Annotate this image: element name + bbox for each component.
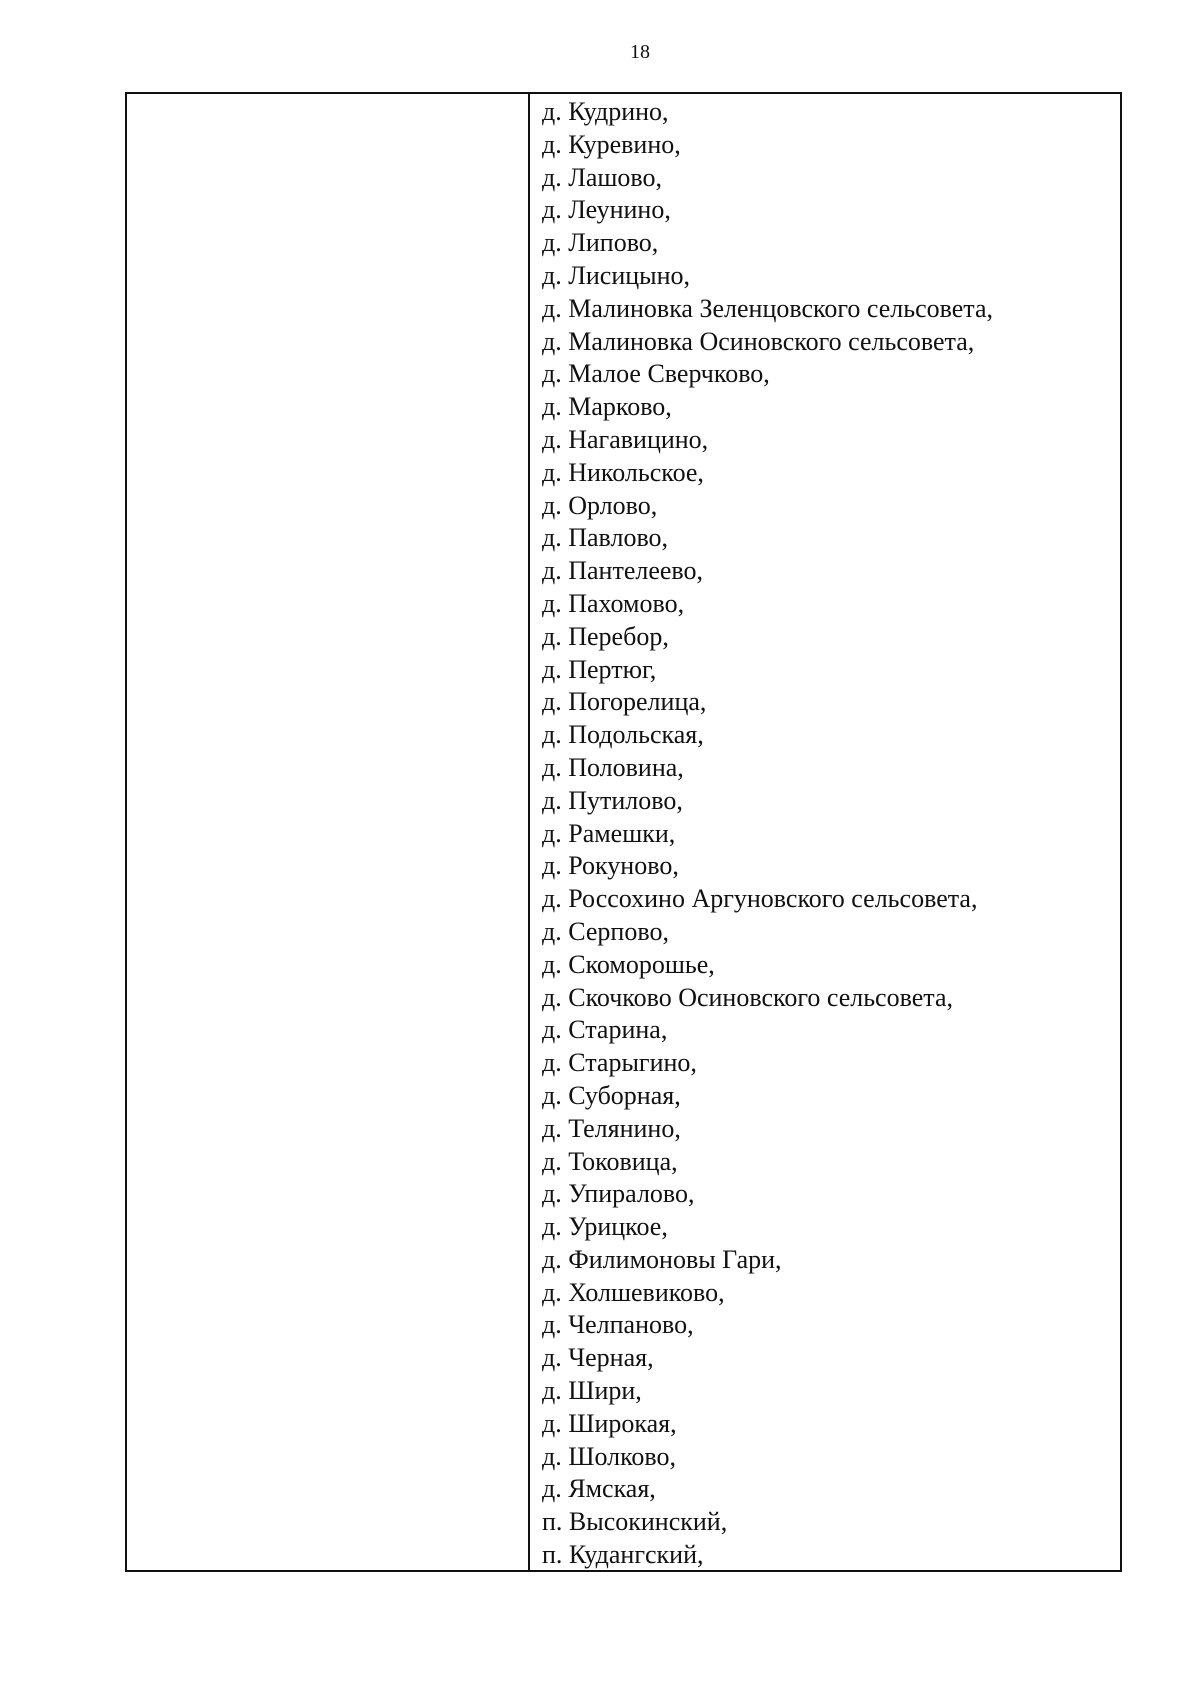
list-item: д. Малое Сверчково, [542, 359, 770, 389]
list-item: д. Погорелица, [542, 687, 707, 717]
list-item: д. Скоморошье, [542, 949, 715, 979]
list-item: д. Суборная, [542, 1080, 681, 1110]
list-item: д. Рамешки, [542, 818, 676, 848]
list-item: д. Холшевиково, [542, 1277, 725, 1307]
list-item: д. Куревино, [542, 129, 681, 159]
list-item: д. Липово, [542, 228, 659, 258]
list-item: д. Малиновка Зеленцовского сельсовета, [542, 293, 994, 323]
list-item: д. Ямская, [542, 1474, 656, 1504]
list-item: д. Россохино Аргуновского сельсовета, [542, 884, 978, 914]
list-item: д. Рокуново, [542, 851, 679, 881]
list-item: д. Леунино, [542, 195, 671, 225]
list-item: д. Пахомово, [542, 588, 685, 618]
list-item: д. Путилово, [542, 785, 683, 815]
list-item: д. Черная, [542, 1343, 654, 1373]
list-item: д. Лисицыно, [542, 260, 691, 290]
list-item: д. Скочково Осиновского сельсовета, [542, 982, 953, 1012]
list-item: д. Половина, [542, 752, 684, 782]
list-item: д. Серпово, [542, 916, 669, 946]
list-item: д. Широкая, [542, 1408, 677, 1438]
settlement-list [542, 96, 1120, 1572]
list-item: д. Урицкое, [542, 1212, 668, 1242]
list-item: д. Пертюг, [542, 654, 657, 684]
list-item: д. Телянино, [542, 1113, 681, 1143]
list-item: д. Шолково, [542, 1441, 676, 1471]
settlements-table [125, 92, 1122, 1572]
list-item: д. Нагавицино, [542, 424, 709, 454]
list-item: д. Подольская, [542, 720, 704, 750]
list-item: д. Челпаново, [542, 1310, 694, 1340]
list-item: д. Филимоновы Гари, [542, 1244, 782, 1274]
list-item: д. Пантелеево, [542, 556, 704, 586]
list-item: п. Высокинский, [542, 1507, 728, 1537]
list-item: д. Старыгино, [542, 1048, 697, 1078]
list-item: д. Перебор, [542, 621, 669, 651]
list-item: д. Павлово, [542, 523, 669, 553]
page-number: 18 [630, 41, 650, 63]
list-item: д. Упиралово, [542, 1179, 695, 1209]
list-item: д. Лашово, [542, 162, 663, 192]
list-item: д. Старина, [542, 1015, 668, 1045]
table-right-cell [530, 94, 1120, 1570]
list-item: д. Кудрино, [542, 97, 669, 126]
list-item: д. Шири, [542, 1376, 642, 1406]
table-left-cell [127, 94, 530, 1570]
list-item: д. Орлово, [542, 490, 658, 520]
list-item: д. Малиновка Осиновского сельсовета, [542, 326, 975, 356]
list-item: д. Марково, [542, 392, 672, 422]
list-item: п. Кудангский, [542, 1540, 704, 1570]
list-item: д. Токовица, [542, 1146, 678, 1176]
list-item: д. Никольское, [542, 457, 704, 487]
